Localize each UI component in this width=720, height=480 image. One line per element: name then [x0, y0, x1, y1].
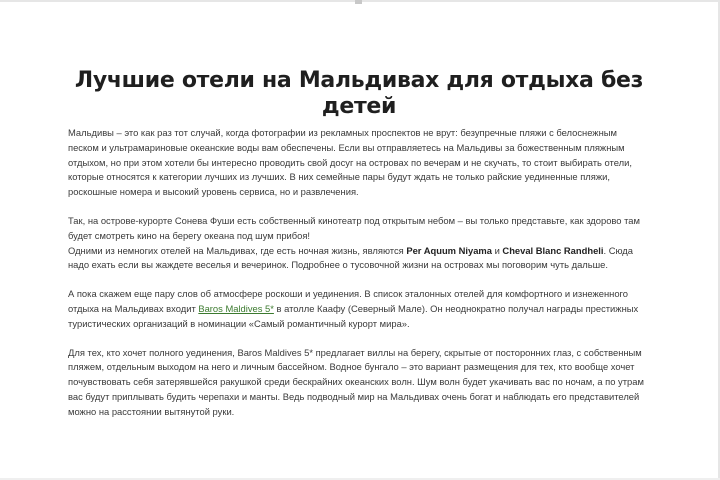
paragraph-seclusion-text: Для тех, кто хочет полного уединения, Baros Maldives 5* предлагает виллы на берегу, скрытые от посторонних глаз, с собственным пляжем, отдельным выходом на него и личным бассейном. Водное бунгало – это вариант размещения для тех, кто вообще хочет почувствовать себя затерявшейся ракушкой среди бескрайних океанских волн. Шум волн будет укачивать вас по ночам, а по утрам вас будут приплывать будить черепахи и манты. Ведь подводный мир на Мальдивах очень богат и наблюдать его представителей можно на расстоянии вытянутой руки.	[68, 346, 644, 417]
hotel-cheval-blanc-randheli: Cheval Blanc Randheli	[502, 244, 604, 256]
paragraph-entertainment	[68, 214, 650, 273]
hotel-per-aquum-niyama: Per Aquum Niyama	[406, 244, 492, 256]
paragraph-seclusion	[68, 346, 650, 420]
paragraph-intro-text: Мальдивы – это как раз тот случай, когда фотографии из рекламных проспектов не врут: безупречные пляжи с белоснежным песком и ультрамариновые океанские воды вам обеспечены. Если вы отправляетесь на Мальдивы за божественным пляжным отдыхом, но при этом хотели бы интересно проводить свой досуг на островах по вечерам и не скучать, то стоит выбирать отели, которые относятся к категории лучших из лучших. В них семейные пары будут ждать не только райские уединенные пляжи, роскошные номера и высокий уровень сервиса, но и развлечения.	[68, 127, 632, 198]
top-mark	[355, 0, 362, 4]
nightlife-text-before: Одними из немногих отелей на Мальдивах, где есть ночная жизнь, являются	[68, 244, 407, 256]
baros-maldives-link[interactable]: Baros Maldives 5*	[198, 302, 274, 314]
conjunction-and: и	[491, 244, 503, 256]
article	[68, 68, 650, 420]
article-title: Лучшие отели на Мальдивах для отдыха без детей	[74, 68, 644, 119]
paragraph-luxury	[68, 287, 650, 331]
nightlife-text-after: . Сюда надо ехать если вы жаждете веселья и вечеринок. Подробнее о тусовочной жизни на островах мы поговорим чуть дальше.	[68, 244, 633, 271]
luxury-text-after: в атолле Каафу (Северный Мале). Он неоднократно получал награды престижных туристических организаций в номинации «Самый романтичный курорт мира».	[68, 302, 639, 329]
soneva-fushi-text: Так, на острове-курорте Сонева Фуши есть собственный кинотеатр под открытым небом – вы только представьте, как здорово там будет смотреть кино на берегу океана под шум прибоя!	[68, 214, 640, 241]
paragraph-intro	[68, 126, 650, 200]
luxury-text-before: А пока скажем еще пару слов об атмосфере роскоши и уединения. В список эталонных отелей для комфортного и изнеженного отдыха на Мальдивах входит	[68, 288, 628, 314]
